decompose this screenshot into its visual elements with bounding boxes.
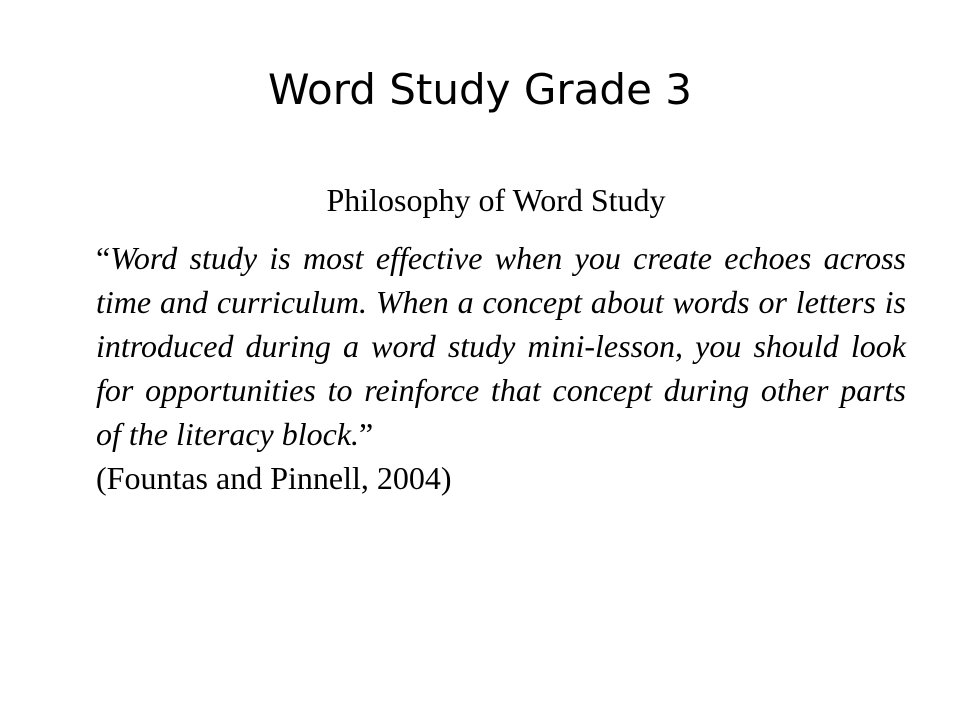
slide-title: Word Study Grade 3 [267, 65, 693, 114]
quote-citation: (Fountas and Pinnell, 2004) [96, 460, 452, 496]
quote-text: Word study is most effective when you create echoes across time and curriculum. When a concept about words or letters is introduced during a word study mini-lesson, you should look for opportunities to reinforce that concept during other parts of the literacy block. [96, 240, 906, 452]
slide-subtitle: Philosophy of Word Study [326, 182, 666, 218]
open-quote-mark: “ [96, 240, 111, 276]
quote-block [96, 236, 906, 500]
close-quote-mark: ” [359, 416, 374, 452]
